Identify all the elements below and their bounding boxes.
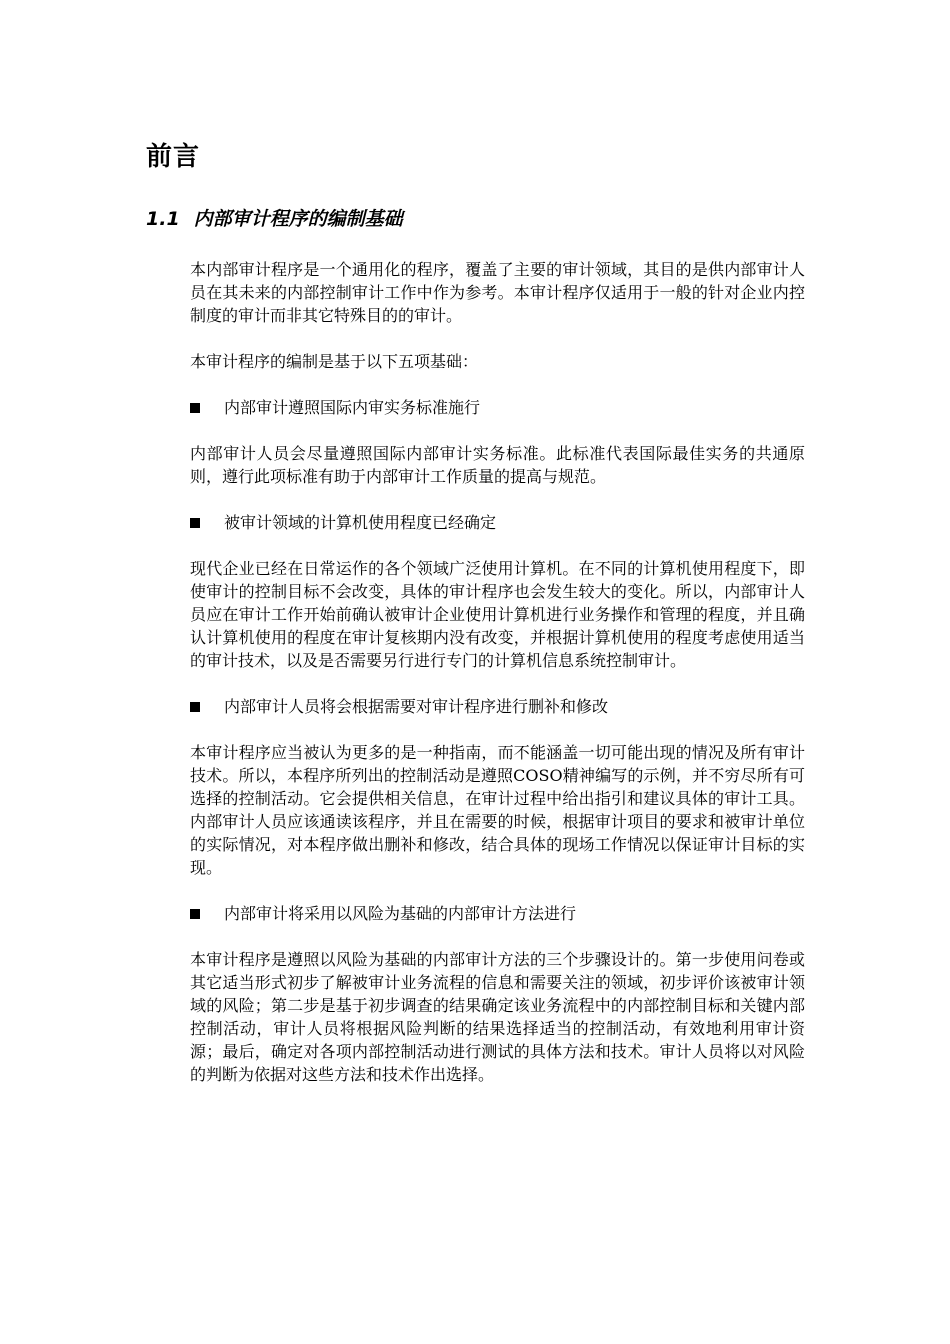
bullet-item [190,695,805,718]
bullet-item [190,511,805,534]
basis-lead-paragraph: 本审计程序的编制是基于以下五项基础： [190,352,479,371]
bullet-paragraph: 内部审计人员会尽量遵照国际内部审计实务标准。此标准代表国际最佳实务的共通原则，遵行此项标准有助于内部审计工作质量的提高与规范。 [190,444,805,486]
bullet-title: 内部审计将采用以风险为基础的内部审计方法进行 [224,904,577,923]
bullet-item [190,902,805,925]
bullet-paragraph: 本审计程序应当被认为更多的是一种指南，而不能涵盖一切可能出现的情况及所有审计技术。所以，本程序所列出的控制活动是遵照COSO精神编写的示例，并不穷尽所有可选择的控制活动。它会提供相关信息，在审计过程中给出指引和建议具体的审计工具。内部审计人员应该通读该程序，并且在需要的时候，根据审计项目的要求和被审计单位的实际情况，对本程序做出删补和修改，结合具体的现场工作情况以保证审计目标的实现。 [190,743,805,877]
square-bullet-icon [190,518,200,528]
section-body [190,258,805,1109]
intro-paragraph: 本内部审计程序是一个通用化的程序，覆盖了主要的审计领域，其目的是供内部审计人员在其未来的内部控制审计工作中作为参考。本审计程序仅适用于一般的针对企业内控制度的审计而非其它特殊目的的审计。 [190,260,805,325]
bullet-paragraph: 现代企业已经在日常运作的各个领域广泛使用计算机。在不同的计算机使用程度下，即使审计的控制目标不会改变，具体的审计程序也会发生较大的变化。所以，内部审计人员应在审计工作开始前确认被审计企业使用计算机进行业务操作和管理的程度，并且确认计算机使用的程度在审计复核期内没有改变，并根据计算机使用的程度考虑使用适当的审计技术，以及是否需要另行进行专门的计算机信息系统控制审计。 [190,559,805,670]
square-bullet-icon [190,909,200,919]
section-number: 1.1 [146,208,180,230]
bullet-title: 被审计领域的计算机使用程度已经确定 [224,513,497,532]
square-bullet-icon [190,403,200,413]
bullet-title: 内部审计遵照国际内审实务标准施行 [224,398,481,417]
bullet-paragraph: 本审计程序是遵照以风险为基础的内部审计方法的三个步骤设计的。第一步使用问卷或其它适当形式初步了解被审计业务流程的信息和需要关注的领域，初步评价该被审计领域的风险；第二步是基于初步调查的结果确定该业务流程中的内部控制目标和关键内部控制活动，审计人员将根据风险判断的结果选择适当的控制活动，有效地利用审计资源；最后，确定对各项内部控制活动进行测试的具体方法和技术。审计人员将以对风险的判断为依据对这些方法和技术作出选择。 [190,950,805,1084]
section-heading [146,204,403,231]
bullet-title: 内部审计人员将会根据需要对审计程序进行删补和修改 [224,697,609,716]
section-title: 内部审计程序的编制基础 [193,208,403,230]
bullet-item [190,396,805,419]
square-bullet-icon [190,702,200,712]
chapter-title: 前言 [146,142,201,172]
